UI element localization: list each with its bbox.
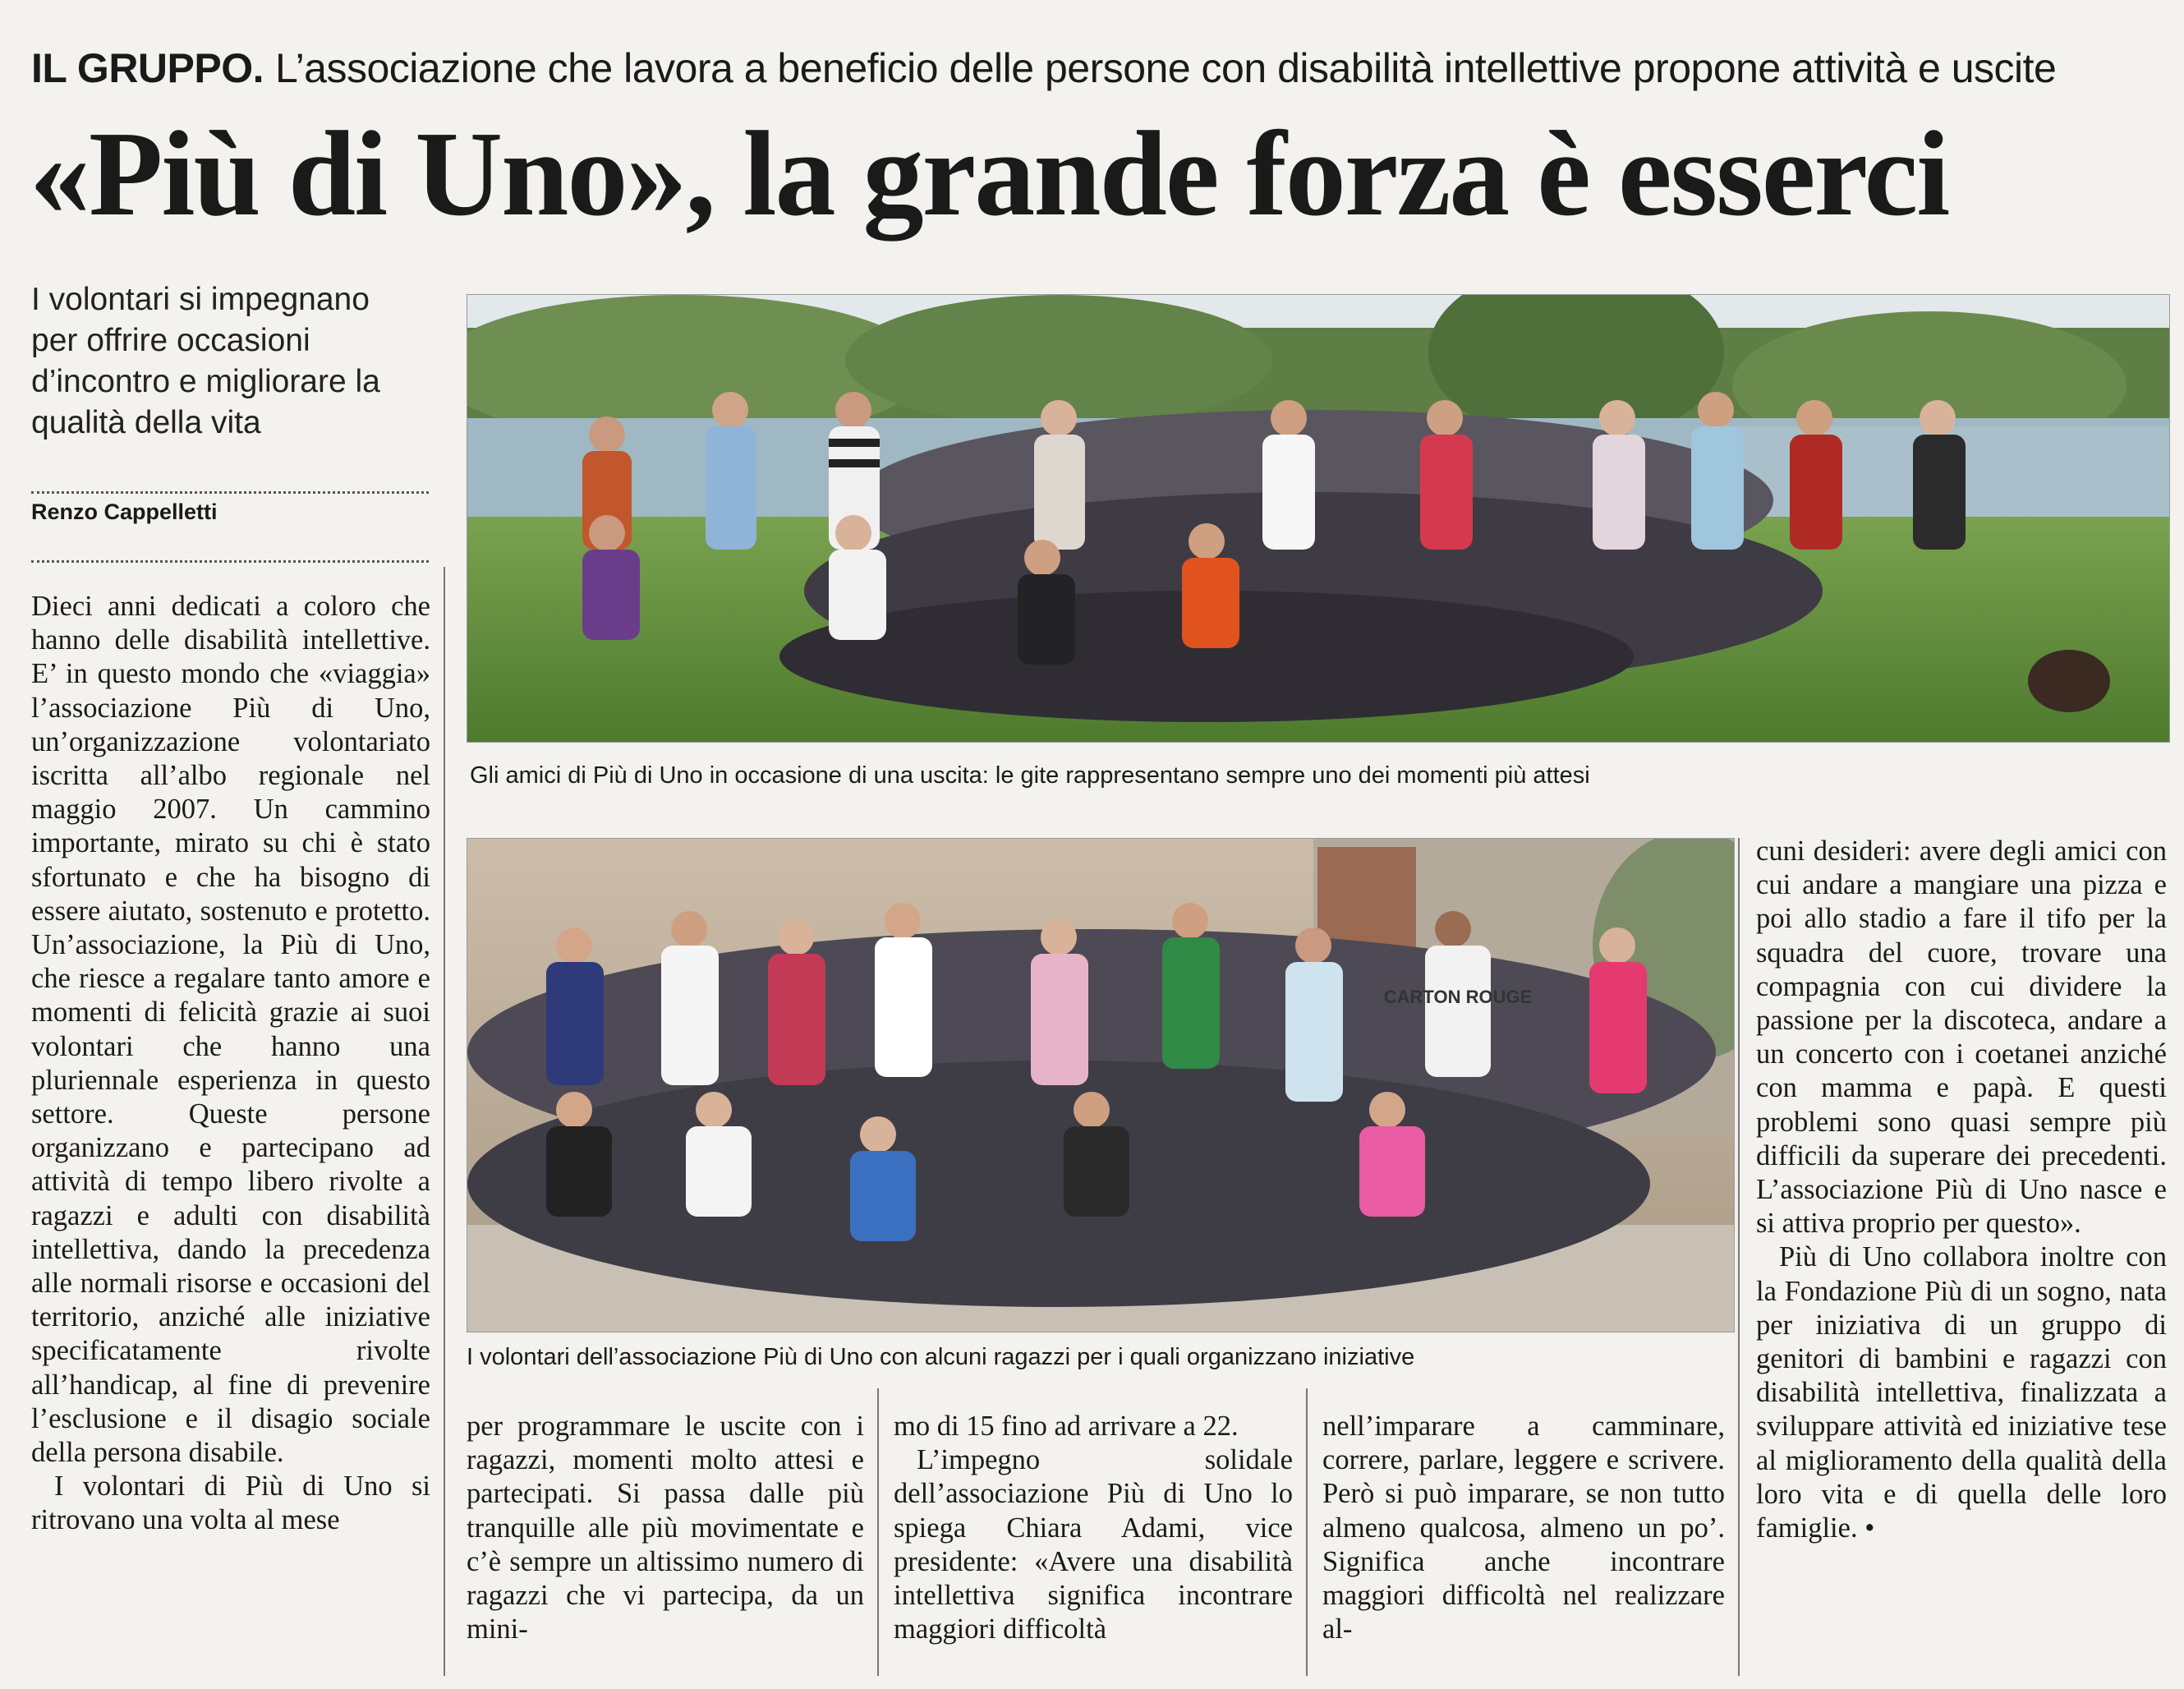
body-column-3 [894, 1410, 1293, 1646]
body-column-5 [1756, 835, 2167, 1545]
body-col1-para-2: I volontari di Più di Uno si ritrovano una volta al mese [31, 1470, 430, 1536]
body-col2-para-1: per programmare le uscite con i ragazzi, momenti molto attesi e partecipati. Si passa dalle più tranquille alle più movimentate e c’è sempre un altissimo numero di ragazzi che vi partecipa, da un mini- [467, 1411, 864, 1645]
caption-top-photo: Gli amici di Più di Uno in occasione di una uscita: le gite rappresentano sempre uno dei momenti più attesi [470, 762, 1590, 789]
body-col3-para-1: mo di 15 fino ad arrivare a 22. [894, 1411, 1239, 1442]
photo-lake-image [467, 295, 2169, 742]
kicker-label: IL GRUPPO. [31, 45, 264, 91]
byline: Renzo Cappelletti [31, 499, 218, 524]
body-col5-para-1: cuni desideri: avere degli amici con cui andare a mangiare una pizza e poi allo stadio a fare il tifo per la squadra del cuore, trovare una compagnia con cui dividere la passione per la discoteca, andare a un concerto con i coetanei anziché con mamma e papà. E questi problemi sono quasi sempre più difficili da superare dei precedenti. L’associazione Più di Uno nasce e si attiva proprio per questo». [1756, 835, 2167, 1240]
headline: «Più di Uno», la grande forza è esserci [30, 107, 1949, 242]
photo-group-lake [467, 294, 2170, 743]
photo-group-courtyard [467, 838, 1735, 1332]
column-rule-1 [444, 567, 445, 1676]
caption-bottom-photo: I volontari dell’associazione Più di Uno con alcuni ragazzi per i quali organizzano iniziative [467, 1344, 1415, 1370]
carton-rouge-shirt-text: CARTON ROUGE [1383, 987, 1533, 1007]
column-rule-2 [877, 1388, 879, 1676]
kicker-text: L’associazione che lavora a beneficio delle persone con disabilità intellettive propone attività e uscite [275, 45, 2057, 91]
byline-rule-bottom [31, 560, 429, 563]
body-column-4 [1322, 1410, 1725, 1646]
body-column-2 [467, 1410, 864, 1646]
body-col1-para-1: Dieci anni dedicati a coloro che hanno delle disabilità intellettive. E’ in questo mondo che «viaggia» l’associazione Più di Uno, un’organizzazione volontariato iscritta all’albo regionale nel maggio 2007. Un cammino importante, mirato su chi è stato sfortunato e che ha bisogno di essere aiutato, sostenuto e protetto. Un’associazione, la Più di Uno, che riesce a regalare tanto amore e momenti di felicità grazie ai suoi volontari che hanno una pluriennale esperienza in questo settore. Queste persone organizzano e partecipano ad attività di tempo libero rivolte a ragazzi e adulti con disabilità intellettiva, dando la precedenza alle normali risorse e occasioni del territorio, anziché alle iniziative specificatamente rivolte all’handicap, al fine di prevenire l’esclusione e il disagio sociale della persona disabile. [31, 591, 430, 1469]
body-col5-para-2: Più di Uno collabora inoltre con la Fondazione Più di un sogno, nata per iniziativa di un gruppo di genitori di bambini e ragazzi con disabilità intellettiva, finalizzata a sviluppare attività ed iniziative tese al miglioramento della qualità della loro vita e di quella delle loro famiglie. • [1756, 1241, 2167, 1544]
kicker-line [31, 43, 2167, 94]
subhead: I volontari si impegnano per offrire occasioni d’incontro e migliorare la qualità della vita [31, 282, 380, 440]
body-col4-para-1: nell’imparare a camminare, correre, parlare, leggere e scrivere. Però si può imparare, se non tutto almeno qualcosa, almeno un po’. Significa anche incontrare maggiori difficoltà nel realizzare al- [1322, 1411, 1725, 1645]
body-column-1 [31, 590, 430, 1538]
body-col3-para-2: L’impegno solidale dell’associazione Più di Uno lo spiega Chiara Adami, vice presidente: «Avere una disabilità intellettiva significa incontrare maggiori difficoltà [894, 1444, 1293, 1645]
photo-courtyard-image [467, 839, 1734, 1332]
column-rule-3 [1306, 1388, 1308, 1676]
byline-rule-top [31, 491, 429, 494]
column-rule-4 [1738, 838, 1740, 1676]
